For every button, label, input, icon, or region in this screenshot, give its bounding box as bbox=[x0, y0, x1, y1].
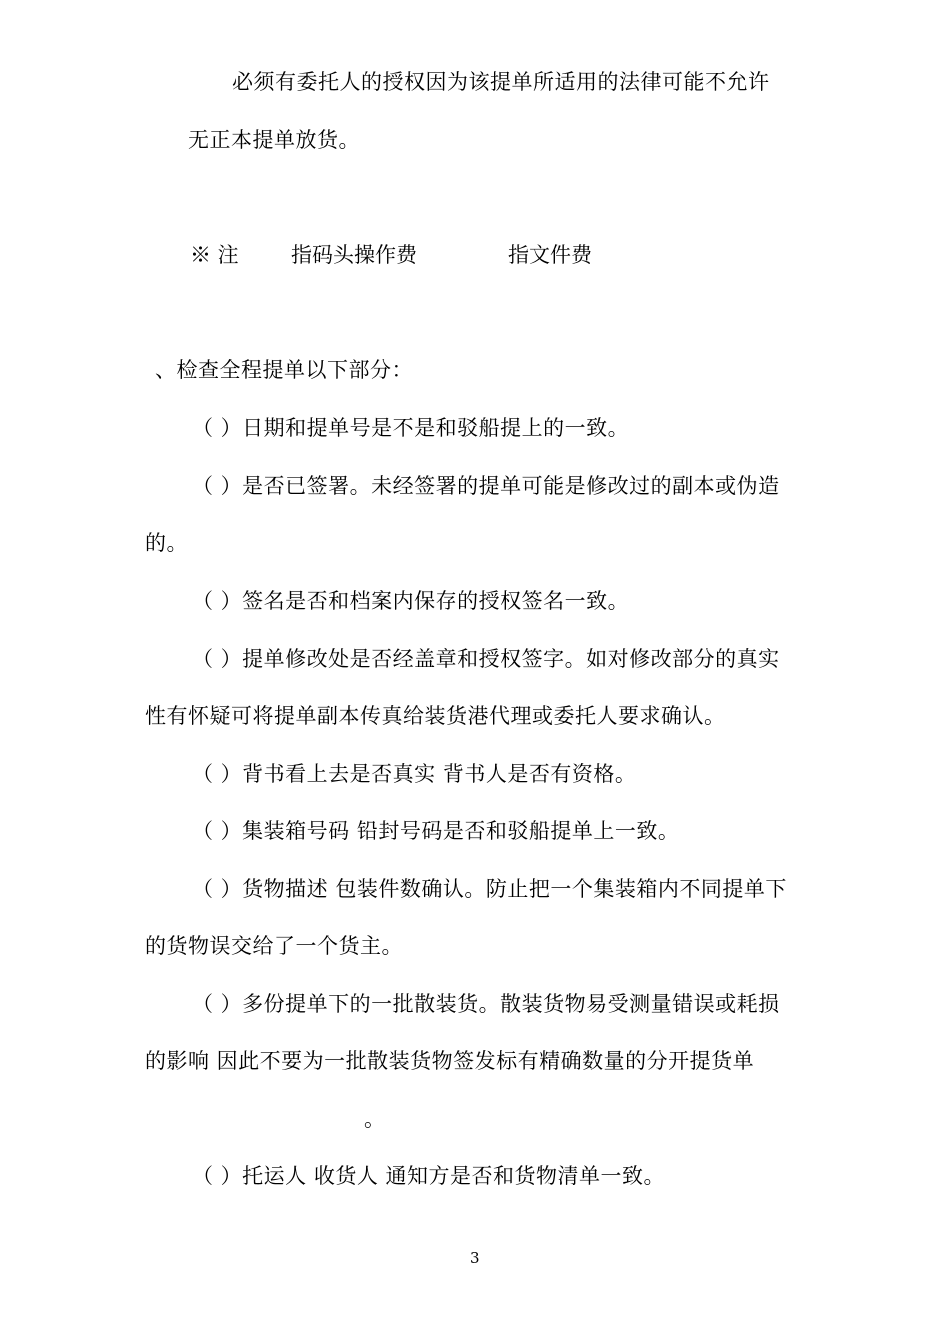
checklist-item-continuation: 性有怀疑可将提单副本传真给装货港代理或委托人要求确认。 bbox=[145, 704, 726, 728]
checklist-item: （ ）签名是否和档案内保存的授权签名一致。 bbox=[192, 589, 630, 613]
checklist-item: （ ）提单修改处是否经盖章和授权签字。如对修改部分的真实 bbox=[192, 647, 780, 671]
checklist-item: （ ）货物描述 包装件数确认。防止把一个集装箱内不同提单下 bbox=[192, 877, 787, 901]
note-item: 指码头操作费 bbox=[291, 243, 417, 267]
checklist-item-continuation: 。 bbox=[364, 1107, 386, 1131]
note-item: 指文件费 bbox=[508, 243, 592, 267]
checklist-item: （ ）集装箱号码 铅封号码是否和驳船提单上一致。 bbox=[192, 819, 680, 843]
section-heading: 、检查全程提单以下部分： bbox=[155, 358, 413, 382]
paragraph-line: 必须有委托人的授权因为该提单所适用的法律可能不允许 bbox=[232, 70, 770, 94]
checklist-item-continuation: 的影响 因此不要为一批散装货物签发标有精确数量的分开提货单 bbox=[145, 1049, 755, 1073]
checklist-item: （ ）背书看上去是否真实 背书人是否有资格。 bbox=[192, 762, 637, 786]
checklist-item-continuation: 的货物误交给了一个货主。 bbox=[145, 934, 403, 958]
checklist-item: （ ）多份提单下的一批散装货。散装货物易受测量错误或耗损 bbox=[192, 992, 780, 1016]
page-number: 3 bbox=[470, 1249, 480, 1267]
checklist-item: （ ）日期和提单号是不是和驳船提上的一致。 bbox=[192, 416, 630, 440]
note-mark: ※ 注 bbox=[190, 243, 239, 267]
checklist-item: （ ）托运人 收货人 通知方是否和货物清单一致。 bbox=[192, 1164, 666, 1188]
paragraph-line: 无正本提单放货。 bbox=[188, 128, 360, 152]
checklist-item: （ ）是否已签署。未经签署的提单可能是修改过的副本或伪造 bbox=[192, 474, 780, 498]
checklist-item-continuation: 的。 bbox=[145, 531, 188, 555]
